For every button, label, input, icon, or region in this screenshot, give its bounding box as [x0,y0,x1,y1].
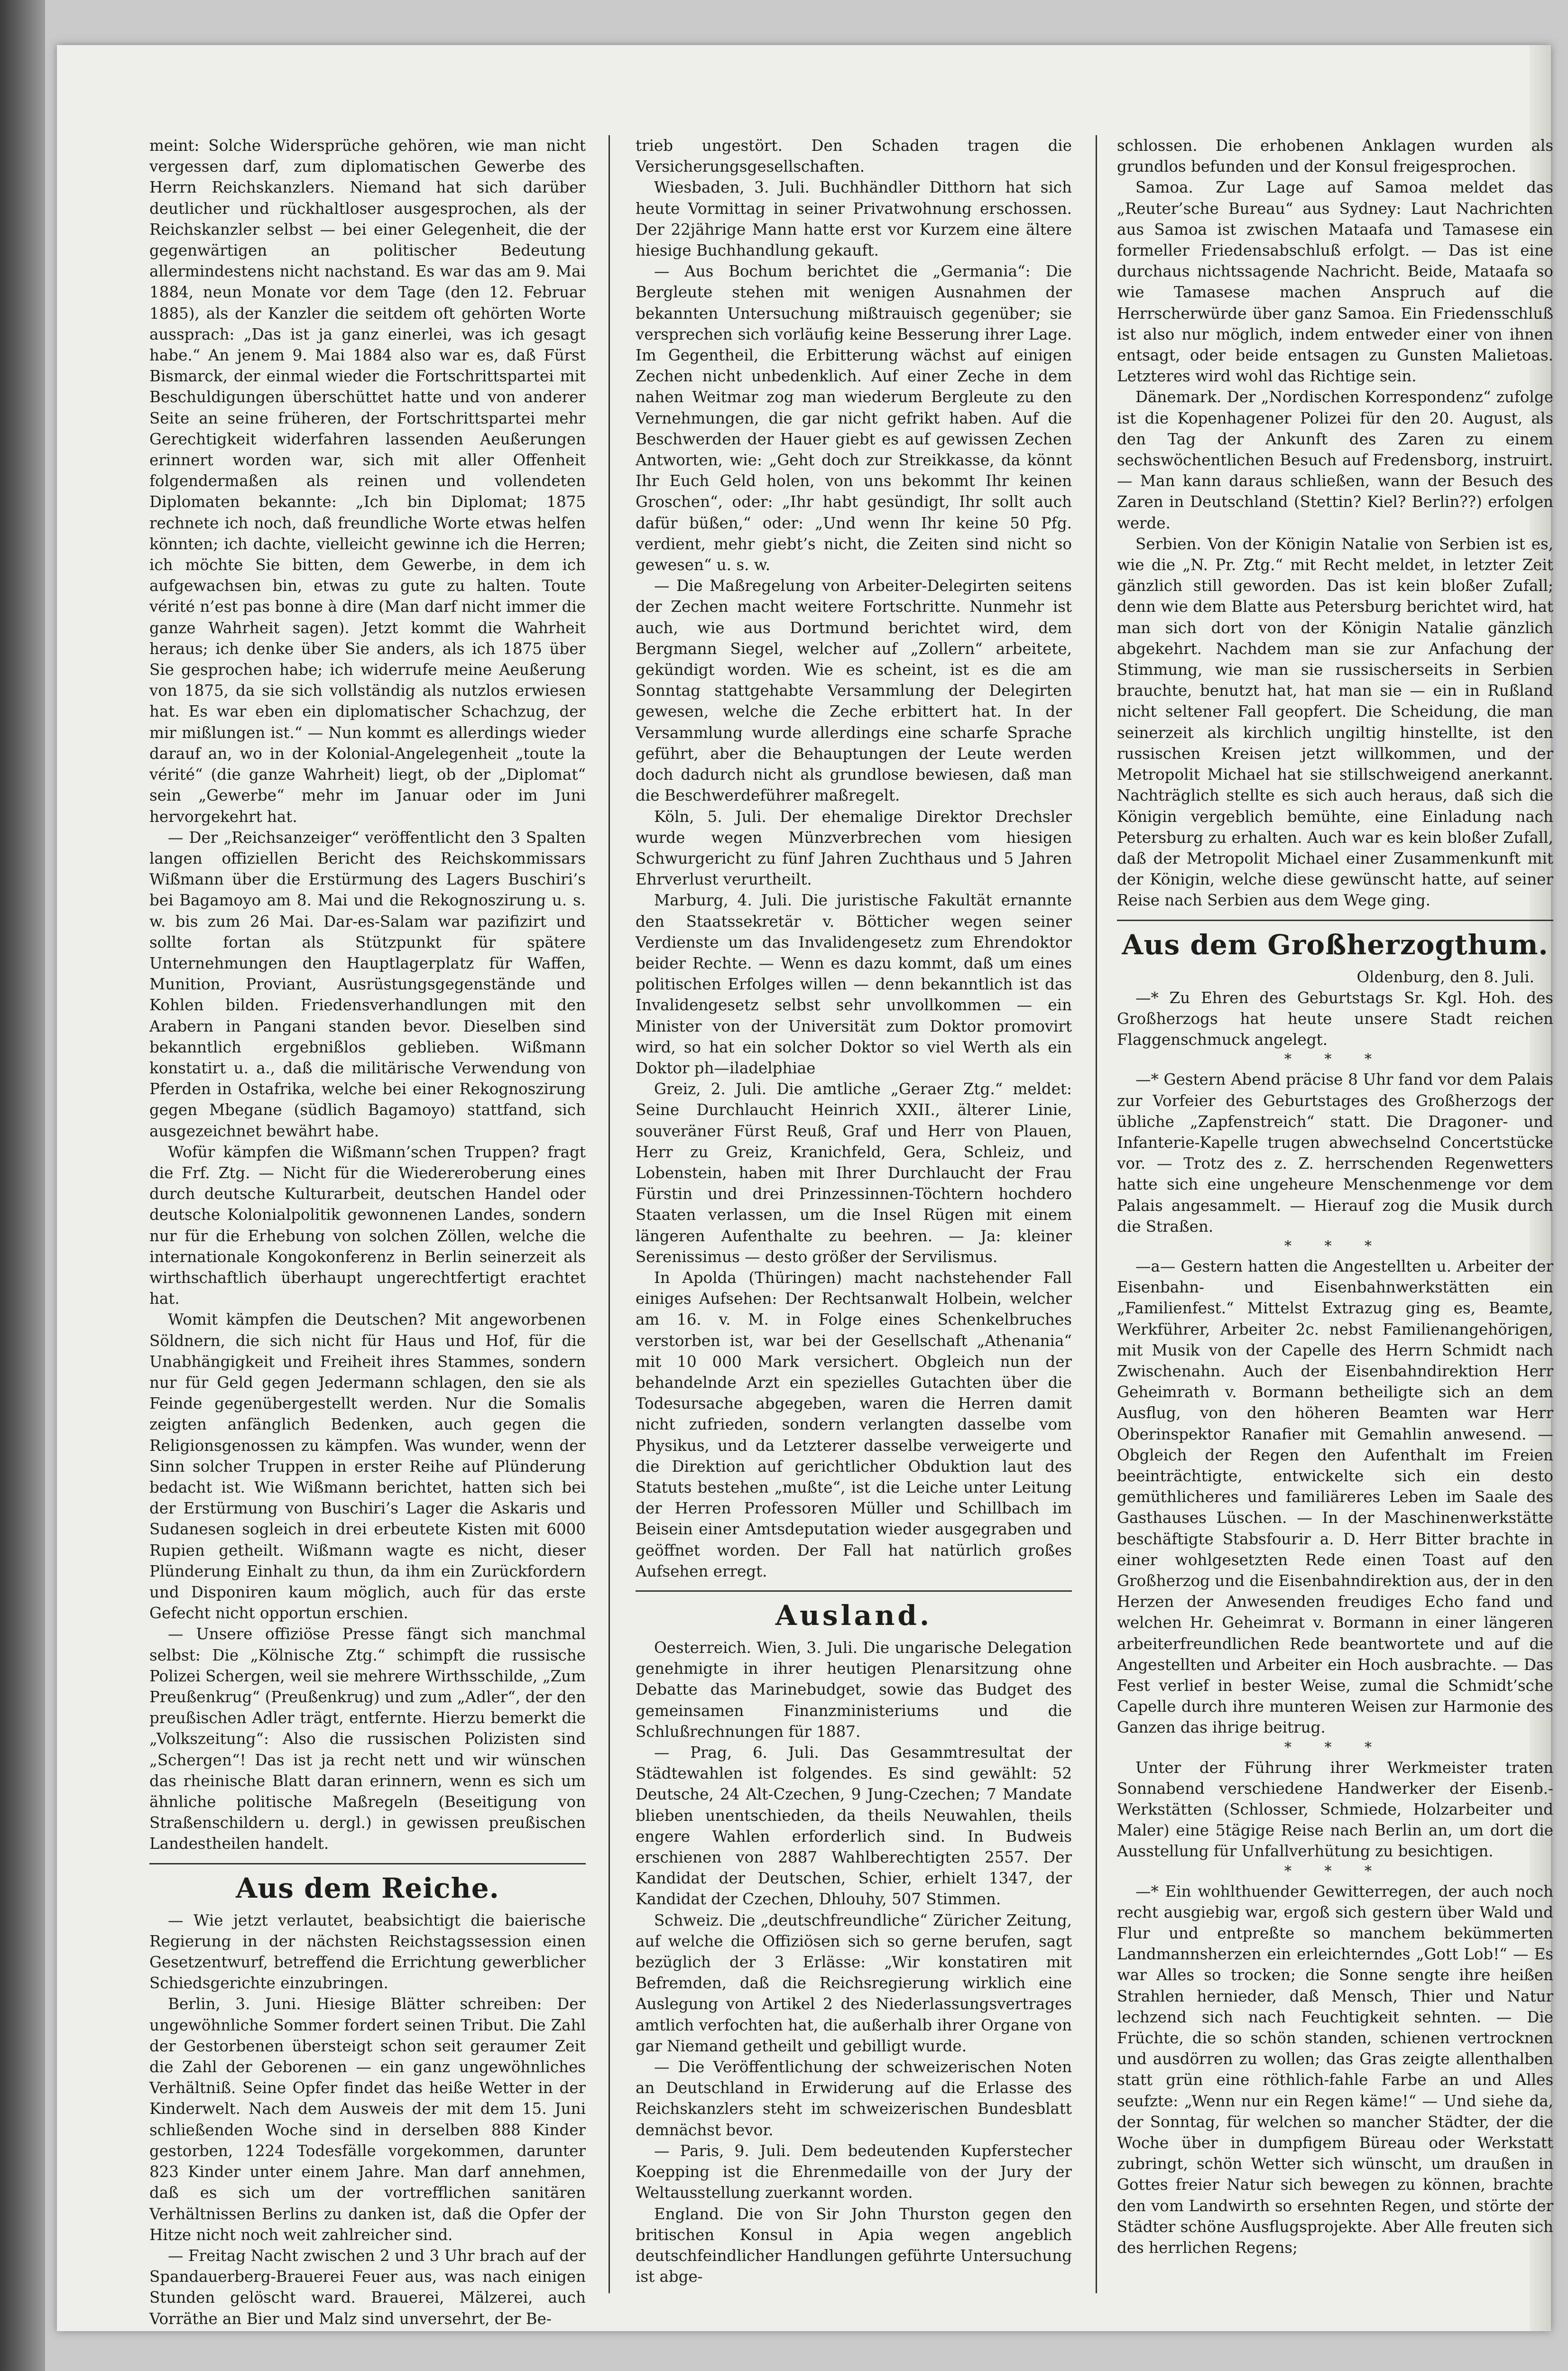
separator-stars: * * * [1284,1051,1386,1068]
article-paragraph: — Der „Reichsanzeiger“ veröffentlicht den 3 Spalten langen offiziellen Bericht des Reichskommissars Wißmann über die Erstürmung des Lagers Buschiri’s bei Bagamoyo am 8. Mai und die Rekognoszirung u. s. w. bis zum 26 Mai. Dar-es-Salam war pazifizirt und sollte fortan als Stützpunkt für spätere Unternehmungen den Hauptlagerplatz für Waffen, Munition, Proviant, Ausrüstungsgegenstände und Kohlen bilden. Friedensverhandlungen mit den Arabern in Pangani standen bevor. Dieselben sind bekanntlich ergebnißlos geblieben. Wißmann konstatirt u. a., daß die militärische Verwendung von Pferden in Ostafrika, welche bei einer Rekognoszirung gegen Mbegane (südlich Bagamoyo) stattfand, sich ausgezeichnet bewährt habe. [149,828,586,1140]
article-paragraph: Womit kämpfen die Deutschen? Mit angeworbenen Söldnern, die sich nicht für Haus und Hof, für die Unabhängigkeit und Freiheit ihres Stammes, sondern nur für Geld gegen Jedermann schlagen, den sie als Feinde gegenübergestellt werden. Nur die Somalis zeigten anfänglich Bedenken, auch gegen die Religionsgenossen zu kämpfen. Was wunder, wenn der Sinn solcher Truppen in erster Reihe auf Plünderung bedacht ist. Wie Wißmann berichtet, hatten sich bei der Erstürmung von Buschiri’s Lager die Askaris und Sudanesen sogleich in drei erbeutete Kisten mit 6000 Rupien getheilt. Wißmann wagte es nicht, dieser Plünderung Einhalt zu thun, da ihm ein Zurückfordern und Disponiren kaum möglich, auch für das erste Gefecht nicht opportun erschien. [149,1310,586,1623]
article-paragraph: Schweiz. Die „deutschfreundliche“ Züricher Zeitung, auf welche die Offiziösen sich so gerne berufen, sagt bezüglich der 3 Erlässe: „Wir konstatiren mit Befremden, daß die Reichsregierung wirklich eine Auslegung von Artikel 2 des Niederlassungsvertrages amtlich verfochten hat, die außerhalb ihrer Organe von gar Niemand getheilt und gebilligt wurde. [636,1911,1072,2055]
section-divider [149,1863,586,1864]
article-paragraph: — Prag, 6. Juli. Das Gesammtresultat der Städtewahlen ist folgendes. Es sind gewählt: 52 Deutsche, 24 Alt-Czechen, 9 Jung-Czechen; 7 Mandate blieben unentschieden, da theils Neuwahlen, theils engere Wahlen erforderlich sind. In Budweis erschienen von 2887 Wahlberechtigten 2557. Der Kandidat der Deutschen, Schier, erhielt 1347, der Kandidat der Czechen, Dhlouhy, 507 Stimmen. [636,1744,1072,1909]
article-paragraph: — Unsere offiziöse Presse fängt sich manchmal selbst: Die „Kölnische Ztg.“ schimpft die russische Polizei Schergen, weil sie mehrere Wirthsschilde, „Zum Preußenkrug“ (Preußenkrug) und zum „Adler“, der den preußischen Adler trägt, entfernte. Hierzu bemerkt die „Volkszeitung“: Also die russischen Polizisten sind „Schergen“! Das ist ja recht nett und wir wünschen das rheinische Blatt daran erinnern, wenn es sich um ähnliche politische Maßregeln (Beseitigung von Straßenschildern u. dergl.) in gewissen preußischen Landestheilen handelt. [149,1625,586,1853]
article-paragraph: —* Gestern Abend präcise 8 Uhr fand vor dem Palais zur Vorfeier des Geburtstages des Großherzogs der übliche „Zapfenstreich“ statt. Die Dragoner- und Infanterie-Kapelle trugen abwechselnd Concertstücke vor. — Trotz des z. Z. herrschenden Regenwetters hatte sich eine ungeheure Menschenmenge vor dem Palais angesammelt. — Hierauf zog die Musik durch die Straßen. [1117,1070,1553,1236]
column-rule [609,135,610,2293]
section-heading-grossherzogthum: Aus dem Großherzogthum. [1122,928,1549,961]
article-paragraph: — Die Maßregelung von Arbeiter-Delegirten seitens der Zechen macht weitere Fortschritte. Nunmehr ist auch, wie aus Dortmund berichtet wird, dem Bergmann Siegel, welcher auf „Zollern“ arbeitete, gekündigt worden. Wie es scheint, ist es die am Sonntag stattgehabte Versammlung der Delegirten gewesen, welche die Zeche erbittert hat. In der Versammlung wurde allerdings eine scharfe Sprache geführt, aber die Behauptungen der Leute werden doch dadurch nicht als grundlose bewiesen, daß man die Beschwerdeführer maßregelt. [636,577,1072,805]
section-divider [636,1590,1072,1592]
separator-stars: * * * [1284,1739,1386,1756]
article-paragraph: Samoa. Zur Lage auf Samoa meldet das „Reuter’sche Bureau“ aus Sydney: Laut Nachrichten aus Samoa ist zwischen Mataafa und Tamasese ein formeller Friedensabschluß erfolgt. — Das ist eine durchaus nichtssagende Nachricht. Beide, Mataafa so wie Tamasese machen Anspruch auf die Herrscherwürde über ganz Samoa. Ein Friedensschluß ist also nur möglich, indem entweder einer von ihnen entsagt, oder beide entsagen zu Gunsten Malietoas. Letzteres wird wohl das Richtige sein. [1117,178,1553,386]
article-paragraph: Köln, 5. Juli. Der ehemalige Direktor Drechsler wurde wegen Münzverbrechen vom hiesigen Schwurgericht zu fünf Jahren Zuchthaus und 5 Jahren Ehrverlust verurtheilt. [636,807,1072,889]
column-rule [1096,135,1097,2293]
newspaper-page [57,45,1551,2331]
article-paragraph: Wiesbaden, 3. Juli. Buchhändler Ditthorn hat sich heute Vormittag in seiner Privatwohnung erschossen. Der 22jährige Mann hatte erst vor Kurzem eine ältere hiesige Buchhandlung gekauft. [636,178,1072,260]
separator-stars: * * * [1284,1863,1386,1880]
article-paragraph: In Apolda (Thüringen) macht nachstehender Fall einiges Aufsehen: Der Rechtsanwalt Holbein, welcher am 16. v. M. in Folge eines Schenkelbruches verstorben ist, war bei der Gesellschaft „Athenania“ mit 10 000 Mark versichert. Obgleich nun der behandelnde Arzt ein spezielles Gutachten über die Todesursache abgegeben, waren die Herren damit nicht zufrieden, sondern verlangten dasselbe vom Physikus, und da Letzterer dasselbe verweigerte und die Direktion auf gerichtlicher Obduktion laut des Statuts bestehen „mußte“, ist die Leiche unter Leitung der Herren Professoren Müller und Schillbach im Beisein einer Amtsdeputation wieder ausgegraben und geöffnet worden. Der Fall hat natürlich großes Aufsehen erregt. [636,1268,1072,1580]
article-paragraph: England. Die von Sir John Thurston gegen den britischen Konsul in Apia wegen angeblich deutschfeindlicher Handlungen geführte Untersuchung ist abge- [636,2205,1072,2286]
column-2 [636,135,1072,2293]
article-paragraph: — Die Veröffentlichung der schweizerischen Noten an Deutschland in Erwiderung auf die Erlasse des Reichskanzlers steht im schweizerischen Bundesblatt demnächst bevor. [636,2058,1072,2139]
column-1 [149,135,586,2328]
article-paragraph: Wofür kämpfen die Wißmann’schen Truppen? fragt die Frf. Ztg. — Nicht für die Wiedereroberung eines durch deutsche Kulturarbeit, deutschen Handel oder deutsche Kolonialpolitik gewonnenen Landes, sondern nur für die Erhebung von solchen Zöllen, welche die internationale Kongokonferenz in Berlin seinerzeit als wirthschaftlich überhaupt ungerechtfertigt erachtet hat. [149,1143,586,1308]
article-paragraph: Dänemark. Der „Nordischen Korrespondenz“ zufolge ist die Kopenhagener Polizei für den 20. August, als den Tag der Ankunft des Zaren zu einem sechswöchentlichen Besuch auf Fredensborg, instruirt. — Man kann daraus schließen, wann der Besuch des Zaren in Deutschland (Stettin? Kiel? Berlin??) erfolgen werde. [1117,388,1553,532]
article-paragraph: — Freitag Nacht zwischen 2 und 3 Uhr brach auf der Spandauerberg-Brauerei Feuer aus, was nach einigen Stunden gelöscht ward. Brauerei, Mälzerei, auch Vorräthe an Bier und Malz sind unversehrt, der Be- [149,2246,586,2328]
section-divider [1117,920,1553,921]
book-binding [0,0,45,2371]
article-paragraph: Oesterreich. Wien, 3. Juli. Die ungarische Delegation genehmigte in ihrer heutigen Plenarsitzung ohne Debatte das Marinebudget, sowie das Budget des gemeinsamen Finanzministeriums und die Schlußrechnungen für 1887. [636,1639,1072,1741]
article-paragraph: trieb ungestört. Den Schaden tragen die Versicherungsgesellschaften. [636,137,1072,176]
article-paragraph: Serbien. Von der Königin Natalie von Serbien ist es, wie die „N. Pr. Ztg.“ mit Recht meldet, in letzter Zeit gänzlich still geworden. Das ist kein bloßer Zufall; denn wie dem Blatte aus Petersburg berichtet wird, hat man sich dort von der Königin Natalie gänzlich abgekehrt. Nachdem man sie zur Anfachung der Stimmung, wie man sie russischerseits in Serbien brauchte, benutzt hat, hat man sie — ein in Rußland nicht seltener Fall geopfert. Die Scheidung, die man seinerzeit als kirchlich ungiltig hinstellte, ist den russischen Kreisen jetzt willkommen, und der Metropolit Michael hat sie stillschweigend anerkannt. Nachträglich stellte es sich auch heraus, daß sich die Königin vergeblich bemühte, eine Einladung nach Petersburg zu erhalten. Auch war es kein bloßer Zufall, daß der Metropolit Michael einer Zusammenkunft mit der Königin, welche diese gewünscht hatte, auf seiner Reise nach Serbien aus dem Wege ging. [1117,535,1553,910]
article-paragraph: —* Zu Ehren des Geburtstags Sr. Kgl. Hoh. des Großherzogs hat heute unsere Stadt reichen Flaggenschmuck angelegt. [1117,988,1553,1049]
column-3 [1117,135,1553,2293]
dateline: Oldenburg, den 8. Juli. [1356,968,1534,986]
article-paragraph: — Wie jetzt verlautet, beabsichtigt die baierische Regierung in der nächsten Reichstagssession einen Gesetzentwurf, betreffend die Errichtung gewerblicher Schiedsgerichte einzubringen. [149,1911,586,1993]
article-paragraph: Greiz, 2. Juli. Die amtliche „Geraer Ztg.“ meldet: Seine Durchlaucht Heinrich XXII., älterer Linie, souveräner Fürst Reuß, Graf und Herr von Plauen, Herr zu Greiz, Kranichfeld, Gera, Schleiz, und Lobenstein, haben mit Ihrer Durchlaucht der Frau Fürstin und drei Prinzessinnen-Töchtern hochdero Staaten verlassen, um die Insel Rügen mit einem längeren Aufenthalte zu beehren. — Ja: kleiner Serenissimus — desto größer der Servilismus. [636,1080,1072,1266]
section-heading-reich: Aus dem Reiche. [236,1872,499,1904]
article-paragraph: —* Ein wohlthuender Gewitterregen, der auch noch recht ausgiebig war, ergoß sich gestern über Wald und Flur und entpreßte so manchem bekümmerten Landmannsherzen ein erleichterndes „Gott Lob!“ — Es war Alles so trocken; die Sonne sengte ihre heißen Strahlen hernieder, daß Mensch, Thier und Natur lechzend sich nach Feuchtigkeit sehnten. — Die Früchte, die so schön standen, schienen vertrocknen und ausdörren zu wollen; das Gras zeigte allenthalben statt grün eine röthlich-fahle Farbe an und Alles seufzte: „Wenn nur ein Regen käme!“ — Und siehe da, der Sonntag, für welchen so mancher Städter, der die Woche über in dumpfigem Büreau oder Werkstatt zubringt, schön Wetter sich wünscht, um draußen in Gottes freier Natur sich bewegen zu können, brachte den vom Landwirth so ersehnten Regen, und störte der Städter schöne Ausflugsprojekte. Aber Alle freuten sich des herrlichen Regens; [1117,1882,1553,2257]
article-paragraph: Berlin, 3. Juni. Hiesige Blätter schreiben: Der ungewöhnliche Sommer fordert seinen Tribut. Die Zahl der Gestorbenen übersteigt schon seit geraumer Zeit die Zahl der Geborenen — ein ganz ungewöhnliches Verhältniß. Seine Opfer findet das heiße Wetter in der Kinderwelt. Nach dem Ausweis der mit dem 15. Juni schließenden Woche sind in derselben 888 Kinder gestorben, 1224 Todesfälle vorgekommen, darunter 823 Kinder unter einem Jahre. Man darf annehmen, daß es sich um der vortrefflichen sanitären Verhältnissen Berlins zu danken ist, daß die Opfer der Hitze nicht noch weit zahlreicher sind. [149,1995,586,2244]
article-paragraph: schlossen. Die erhobenen Anklagen wurden als grundlos befunden und der Konsul freigesprochen. [1117,137,1553,176]
article-paragraph: meint: Solche Widersprüche gehören, wie man nicht vergessen darf, zum diplomatischen Gewerbe des Herrn Reichskanzlers. Niemand hat sich darüber deutlicher und rückhaltloser ausgesprochen, als der Reichskanzler selbst — bei einer Gelegenheit, die der gegenwärtigen an politischer Bedeutung allermindestens nicht nachstand. Es war das am 9. Mai 1884, neun Monate vor dem Tage (den 12. Februar 1885), als der Kanzler die seitdem oft gehörten Worte aussprach: „Das ist ja ganz einerlei, was ich gesagt habe.“ An jenem 9. Mai 1884 also war es, daß Fürst Bismarck, der einmal wieder die Fortschrittspartei mit Beschuldigungen überschüttet hatte und von anderer Seite an seine früheren, der Fortschrittspartei mehr Gerechtigkeit widerfahren lassenden Aeußerungen erinnert worden war, sich mit aller Offenheit folgendermaßen als reinen und vollendeten Diplomaten bekannte: „Ich bin Diplomat; 1875 rechnete ich noch, daß freundliche Worte etwas helfen könnten; ich dachte, vielleicht gewinne ich die Herren; ich möchte Sie bitten, dem Gewerbe, in dem ich aufgewachsen bin, etwas zu gute zu halten. Toute vérité n’est pas bonne à dire (Man darf nicht immer die ganze Wahrheit sagen). Jetzt kommt die Wahrheit heraus; ich denke über Sie anders, als ich 1875 über Sie gesprochen habe; ich widerrufe meine Aeußerung von 1875, da sie sich vollständig als nutzlos erwiesen hat. Es war eben ein diplomatischer Schachzug, der mir mißlungen ist.“ — Nun kommt es allerdings wieder darauf an, wo in der Kolonial-Angelegenheit „toute la vérité“ (die ganze Wahrheit) liegt, ob der „Diplomat“ sein „Gewerbe“ mehr im Januar oder im Juni hervorgekehrt hat. [149,137,586,826]
article-paragraph: —a— Gestern hatten die Angestellten u. Arbeiter der Eisenbahn- und Eisenbahnwerkstätten ein „Familienfest.“ Mittelst Extrazug ging es, Beamte, Werkführer, Arbeiter 2c. nebst Familienangehörigen, mit Musik von der Capelle des Herrn Schmidt nach Zwischenahn. Auch der Eisenbahndirektion Herr Geheimrath v. Bormann betheiligte sich an dem Ausflug, von den höheren Beamten war Herr Oberinspektor Ranafier mit Gemahlin anwesend. — Obgleich der Regen den Aufenthalt im Freien beeinträchtigte, entwickelte sich ein desto gemüthlicheres und familiäreres Leben im Saale des Gasthauses Lüschen. — In der Maschinenwerkstätte beschäftigte Stabsfourir a. D. Herr Bitter brachte in einer wohlgesetzten Rede einen Toast auf den Großherzog und die Eisenbahndirektion aus, der in den Herzen der Anwesenden freudiges Echo fand und welchen Hr. Geheimrat v. Bormann in einer längeren arbeiterfreundlichen Rede beantwortete und auf die Angestellten und Arbeiter ein Hoch ausbrachte. — Das Fest verlief in bester Weise, zumal die Schmidt’sche Capelle durch ihre munteren Weisen zur Harmonie des Ganzen das ihrige beitrug. [1117,1257,1553,1737]
article-paragraph: Marburg, 4. Juli. Die juristische Fakultät ernannte den Staatssekretär v. Bötticher wegen seiner Verdienste um das Invalidengesetz zum Ehrendoktor beider Rechte. — Wenn es dazu kommt, daß um eines politischen Erfolges willen — denn bekanntlich ist das Invalidengesetz selbst sehr unvollkommen — ein Minister von der Universität zum Doktor promovirt wird, so hat ein solcher Doktor so viel Werth als ein Doktor ph—iladelphiae [636,891,1072,1077]
article-paragraph: — Paris, 9. Juli. Dem bedeutenden Kupferstecher Koepping ist die Ehrenmedaille von der Jury der Weltausstellung zuerkannt worden. [636,2141,1072,2202]
section-heading-ausland: Ausland. [775,1599,932,1632]
separator-stars: * * * [1284,1237,1386,1255]
article-paragraph: — Aus Bochum berichtet die „Germania“: Die Bergleute stehen mit wenigen Ausnahmen der bekannten Untersuchung mißtrauisch gegenüber; sie versprechen sich vorläufig keine Besserung ihrer Lage. Im Gegentheil, die Erbitterung wächst auf einigen Zechen nicht unbedenklich. Auf einer Zeche in dem nahen Weitmar zog man wiederum Bergleute zu den Vernehmungen, die gar nicht gefrikt haben. Auf die Beschwerden der Hauer giebt es auf gewissen Zechen Antworten, wie: „Geht doch zur Streikkasse, da könnt Ihr Euch Geld holen, von uns bekommt Ihr keinen Groschen“, oder: „Ihr habt gesündigt, Ihr sollt auch dafür büßen,“ oder: „Und wenn Ihr keine 50 Pfg. verdient, mehr giebt’s nicht, die Zeiten sind nicht so gewesen“ u. s. w. [636,262,1072,574]
article-paragraph: Unter der Führung ihrer Werkmeister traten Sonnabend verschiedene Handwerker der Eisenb.-Werkstätten (Schlosser, Schmiede, Holzarbeiter und Maler) eine 5tägige Reise nach Berlin an, um dort die Ausstellung für Unfallverhütung zu besichtigen. [1117,1758,1553,1861]
